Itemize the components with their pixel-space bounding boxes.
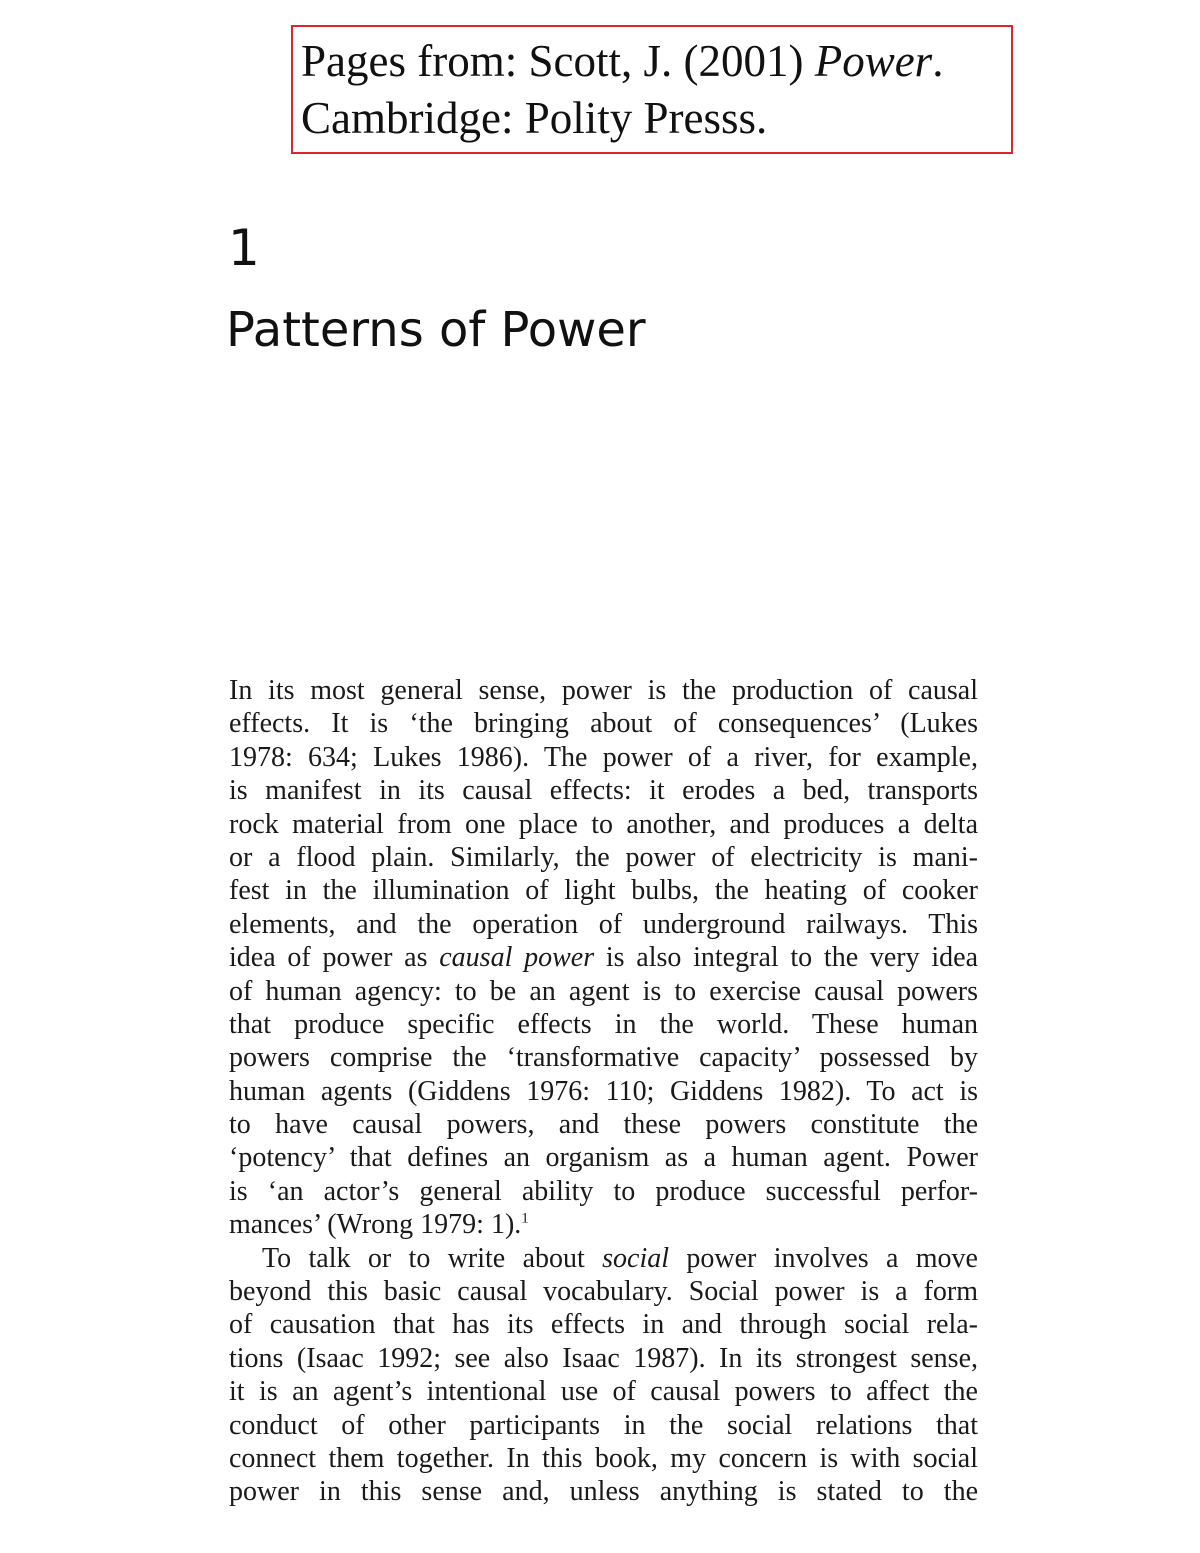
- source-citation-line-1: [301, 33, 1011, 90]
- p1-line: rock material from one place to another, and produces a delta: [229, 808, 978, 840]
- p1-line: or a flood plain. Similarly, the power of electricity is mani-: [229, 841, 978, 873]
- citation-punct: .: [932, 36, 944, 86]
- footnote-ref[interactable]: 1: [521, 1210, 529, 1227]
- citation-book-title: Power: [814, 36, 933, 86]
- p1-line: fest in the illumination of light bulbs, the heating of cooker: [229, 875, 978, 907]
- p1-line: effects. It is ‘the bringing about of consequences’ (Lukes: [229, 708, 978, 740]
- source-citation-line-2: Cambridge: Polity Presss.: [301, 93, 768, 143]
- p2-line: beyond this basic causal vocabulary. Social power is a form: [229, 1276, 978, 1308]
- p1-line: that produce specific effects in the world. These human: [229, 1008, 978, 1040]
- p2-line: tions (Isaac 1992; see also Isaac 1987). In its strongest sense,: [229, 1342, 978, 1374]
- p1-line: human agents (Giddens 1976: 110; Giddens 1982). To act is: [229, 1075, 978, 1107]
- p2-line-italic: [229, 1242, 978, 1275]
- p2-italic-term: social: [602, 1242, 670, 1274]
- citation-author: Pages from: Scott, J. (2001): [301, 36, 815, 86]
- p1-line-text: idea of power as: [229, 942, 440, 974]
- body-text: [229, 674, 978, 1509]
- source-citation-box: [291, 25, 1013, 154]
- p1-italic-term: causal power: [439, 942, 595, 974]
- p1-line: In its most general sense, power is the production of causal: [229, 675, 978, 706]
- p1-line: ‘potency’ that defines an organism as a human agent. Power: [229, 1142, 978, 1174]
- p2-line: of causation that has its effects in and through social rela-: [229, 1309, 978, 1341]
- p2-line: connect them together. In this book, my concern is with social: [229, 1442, 978, 1474]
- p1-line: is manifest in its causal effects: it erodes a bed, transports: [229, 775, 978, 807]
- p2-line: it is an agent’s intentional use of causal powers to affect the: [229, 1376, 978, 1408]
- p1-line: elements, and the operation of underground railways. This: [229, 908, 978, 940]
- p1-line: 1978: 634; Lukes 1986). The power of a river, for example,: [229, 741, 978, 773]
- p1-last-line: [229, 1208, 978, 1241]
- p2-line-text: To talk or to write about: [262, 1242, 603, 1274]
- p1-line: of human agency: to be an agent is to exercise causal powers: [229, 975, 978, 1007]
- p1-line: to have causal powers, and these powers constitute the: [229, 1109, 978, 1141]
- p1-line-text: mances’ (Wrong 1979: 1).: [229, 1209, 522, 1241]
- p2-line: conduct of other participants in the social relations that: [229, 1409, 978, 1441]
- p2-line-text: power involves a move: [669, 1242, 978, 1274]
- p1-line-italic: [229, 941, 978, 974]
- p2-line: power in this sense and, unless anything is stated to the: [229, 1476, 978, 1508]
- p1-line: powers comprise the ‘transformative capacity’ possessed by: [229, 1042, 978, 1074]
- p1-line-text: is also integral to the very idea: [594, 942, 979, 974]
- chapter-title: Patterns of Power: [226, 302, 646, 358]
- p1-line: is ‘an actor’s general ability to produce successful perfor-: [229, 1175, 978, 1207]
- chapter-number: 1: [228, 219, 260, 277]
